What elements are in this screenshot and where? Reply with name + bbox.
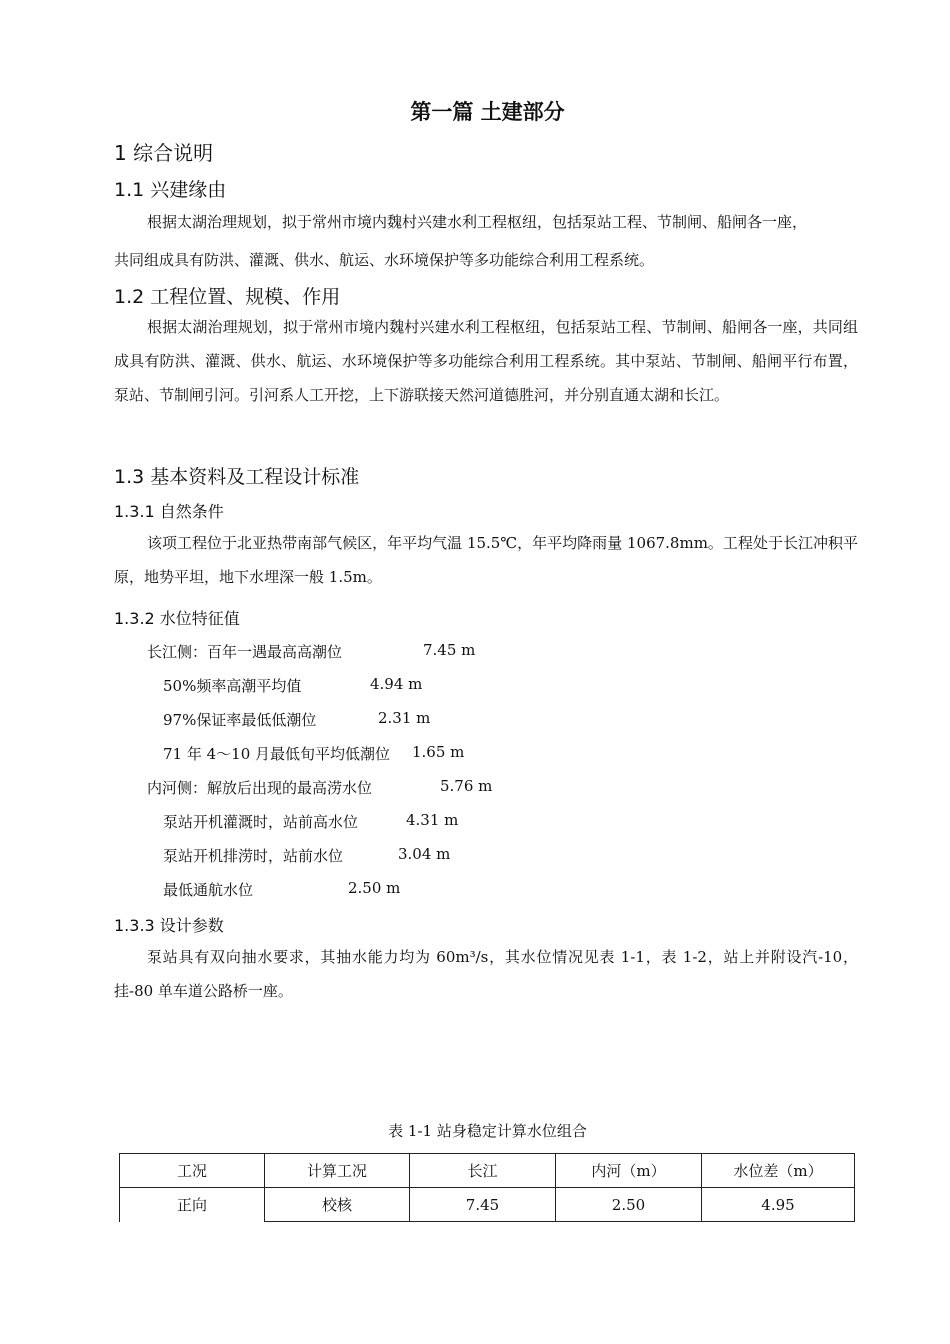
paragraph-1-3-3: 泵站具有双向抽水要求，其抽水能力均为 60m³/s，其水位情况见表 1-1，表 1-2，站上并附设汽-10，挂-80 单车道公路桥一座。 [114, 948, 858, 1000]
paragraph-1-1-line-2: 共同组成具有防洪、灌溉、供水、航运、水环境保护等多功能综合利用工程系统。 [114, 251, 655, 269]
section-heading-1-3-2: 1.3.2 水位特征值 [114, 609, 240, 628]
table-header-cell: 长江 [410, 1154, 556, 1188]
water-level-value: 3.04 m [398, 845, 451, 863]
section-heading-1-3-1: 1.3.1 自然条件 [114, 502, 224, 521]
table-header-cell: 工况 [120, 1154, 265, 1188]
section-heading-1: 1 综合说明 [114, 141, 214, 165]
table-header-cell: 计算工况 [265, 1154, 410, 1188]
table-header-row [120, 1154, 855, 1188]
paragraph-1-2: 根据太湖治理规划，拟于常州市境内魏村兴建水利工程枢纽，包括泵站工程、节制闸、船闸各一座，共同组成具有防洪、灌溉、供水、航运、水环境保护等多功能综合利用工程系统。其中泵站、节制闸、船闸平行布置，泵站、节制闸引河。引河系人工开挖，上下游联接天然河道德胜河，并分别直通太湖和长江。 [114, 318, 858, 404]
water-level-label: 最低通航水位 [163, 881, 254, 899]
table-caption: 表 1-1 站身稳定计算水位组合 [388, 1122, 587, 1140]
section-heading-1-3-3: 1.3.3 设计参数 [114, 916, 224, 935]
water-level-label: 50%频率高潮平均值 [163, 677, 302, 695]
table-row [120, 1188, 855, 1222]
water-level-value: 4.31 m [406, 811, 459, 829]
table-cell: 校核 [265, 1188, 410, 1222]
table-header-cell: 水位差（m） [702, 1154, 855, 1188]
table-cell: 2.50 [556, 1188, 702, 1222]
table-header-cell: 内河（m） [556, 1154, 702, 1188]
table-cell: 7.45 [410, 1188, 556, 1222]
section-heading-1-3: 1.3 基本资料及工程设计标准 [114, 466, 360, 488]
water-level-label: 泵站开机灌溉时，站前高水位 [163, 813, 359, 831]
water-level-label: 71 年 4～10 月最低旬平均低潮位 [163, 745, 391, 763]
page-title: 第一篇 土建部分 [410, 100, 565, 124]
water-level-value: 7.45 m [423, 641, 476, 659]
water-level-value: 2.31 m [378, 709, 431, 727]
water-level-value: 4.94 m [370, 675, 423, 693]
table-cell: 正向 [120, 1188, 265, 1222]
water-level-label: 泵站开机排涝时，站前水位 [163, 847, 344, 865]
water-level-label: 内河侧：解放后出现的最高涝水位 [147, 779, 373, 797]
section-heading-1-2: 1.2 工程位置、规模、作用 [114, 286, 341, 308]
section-heading-1-1: 1.1 兴建缘由 [114, 179, 227, 201]
water-level-label: 97%保证率最低低潮位 [163, 711, 317, 729]
water-level-value: 2.50 m [348, 879, 401, 897]
table-cell: 4.95 [702, 1188, 855, 1222]
paragraph-1-1-line-1: 根据太湖治理规划，拟于常州市境内魏村兴建水利工程枢纽，包括泵站工程、节制闸、船闸各一座， [147, 213, 808, 231]
water-level-value: 5.76 m [440, 777, 493, 795]
water-level-label: 长江侧：百年一遇最高高潮位 [147, 643, 343, 661]
water-level-value: 1.65 m [412, 743, 465, 761]
paragraph-1-3-1: 该项工程位于北亚热带南部气候区，年平均气温 15.5℃，年平均降雨量 1067.8mm。工程处于长江冲积平原，地势平坦，地下水埋深一般 1.5m。 [114, 534, 858, 586]
water-level-table [119, 1153, 855, 1222]
